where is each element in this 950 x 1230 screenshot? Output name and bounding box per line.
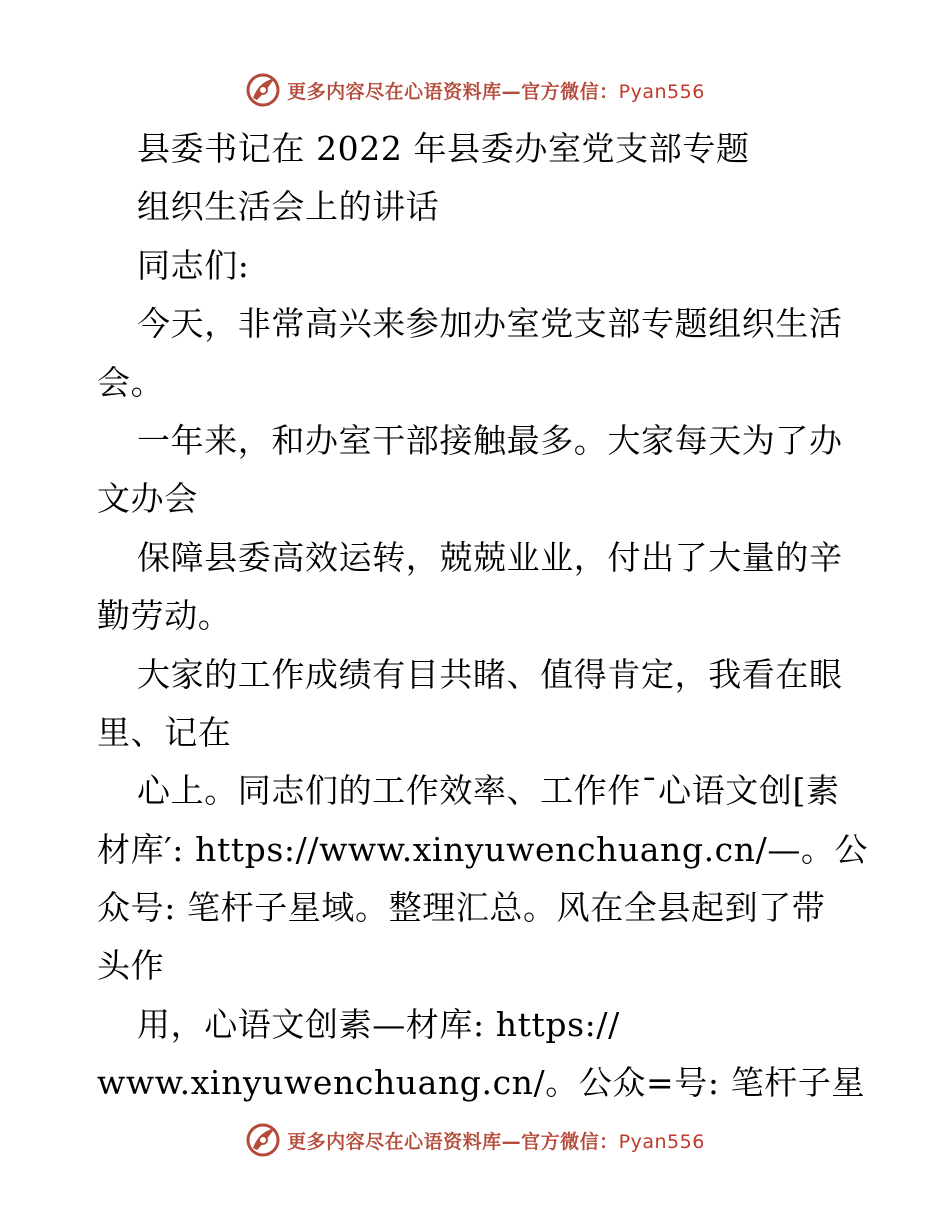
document-line: 心上。同志们的工作效率、工作作¯心语文创[素	[137, 771, 840, 811]
document-line: 里、记在	[97, 712, 232, 752]
document-line: 头作	[97, 946, 165, 986]
document-line: 同志们:	[137, 245, 250, 285]
document-body	[97, 120, 869, 1113]
watermark-label: 更多内容尽在心语资料库—官方微信：	[287, 1130, 619, 1153]
watermark-banner-top	[0, 70, 950, 110]
pen-swirl-icon	[245, 1122, 281, 1158]
watermark-wechat-id: Pyan556	[618, 80, 705, 103]
document-line: 今天，非常高兴来参加办室党支部专题组织生活	[137, 304, 843, 344]
document-line: 会。	[97, 362, 165, 402]
document-line: www.xinyuwenchuang.cn/。公众=号: 笔杆子星	[97, 1063, 866, 1103]
document-line: 众号: 笔杆子星域。整理汇总。风在全县起到了带	[97, 888, 826, 928]
watermark-text	[287, 77, 705, 104]
watermark-banner-bottom	[0, 1120, 950, 1160]
document-line: 勤劳动。	[97, 596, 232, 636]
document-line: 大家的工作成绩有目共睹、值得肯定，我看在眼	[137, 654, 843, 694]
pen-swirl-icon	[245, 72, 281, 108]
document-line: 组织生活会上的讲话	[137, 187, 440, 227]
document-line: 材库′: https://www.xinyuwenchuang.cn/—。公	[97, 829, 869, 869]
watermark-text	[287, 1127, 705, 1154]
document-line: 县委书记在 2022 年县委办室党支部专题	[137, 129, 750, 168]
watermark-label: 更多内容尽在心语资料库—官方微信：	[287, 80, 619, 103]
document-line: 用，心语文创素—材库: https://	[137, 1004, 620, 1044]
document-line: 一年来，和办室干部接触最多。大家每天为了办	[137, 420, 843, 460]
watermark-wechat-id: Pyan556	[618, 1130, 705, 1153]
document-line: 文办会	[97, 479, 198, 519]
document-line: 保障县委高效运转，兢兢业业，付出了大量的辛	[137, 537, 843, 577]
